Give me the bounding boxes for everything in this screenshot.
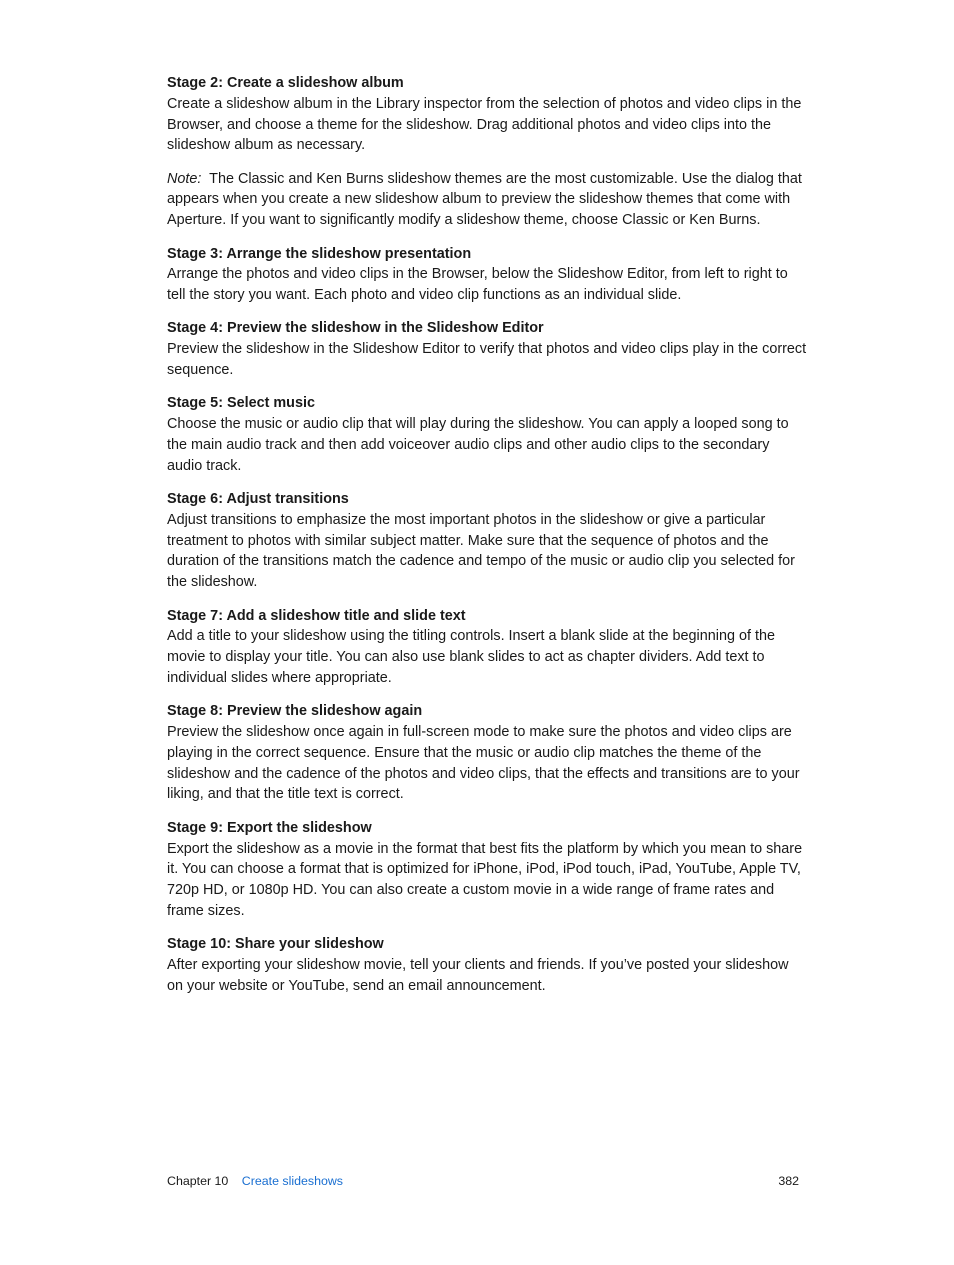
section-stage-8	[167, 701, 807, 805]
section-body: Arrange the photos and video clips in the Browser, below the Slideshow Editor, from left to right to tell the story you want. Each photo and video clip functions as an individual slide.	[167, 266, 788, 304]
chapter-title-link[interactable]: Create slideshows	[241, 1174, 344, 1188]
section-stage-2	[167, 73, 807, 156]
section-stage-9	[167, 818, 807, 922]
note-paragraph	[167, 169, 807, 231]
section-body: Create a slideshow album in the Library inspector from the selection of photos and video clips in the Browser, and choose a theme for the slideshow. Drag additional photos and video clips into the slideshow album as necessary.	[167, 95, 802, 154]
section-stage-6	[167, 489, 807, 593]
section-stage-3	[167, 244, 807, 306]
page-content	[167, 73, 807, 1009]
section-heading: Stage 10: Share your slideshow	[167, 936, 384, 953]
page-footer	[167, 1172, 799, 1190]
section-heading: Stage 2: Create a slideshow album	[167, 75, 404, 91]
section-heading: Stage 7: Add a slideshow title and slide text	[167, 607, 466, 624]
section-body: Export the slideshow as a movie in the format that best fits the platform by which you mean to share it. You can choose a format that is optimized for iPhone, iPod, iPod touch, iPad, YouTube, Apple TV, 720p HD, or 1080p HD. You can also create a custom movie in a wide range of frame rates and frame sizes.	[167, 840, 803, 919]
section-body: Preview the slideshow in the Slideshow Editor to verify that photos and video clips play in the correct sequence.	[167, 341, 807, 379]
section-heading: Stage 4: Preview the slideshow in the Slideshow Editor	[167, 320, 544, 337]
section-body: After exporting your slideshow movie, tell your clients and friends. If you’ve posted your slideshow on your website or YouTube, send an email announcement.	[167, 956, 789, 994]
section-heading: Stage 6: Adjust transitions	[167, 491, 349, 508]
section-body: Add a title to your slideshow using the titling controls. Insert a blank slide at the beginning of the movie to display your title. You can also use blank slides to act as chapter dividers. Add text to individual slides where appropriate.	[167, 628, 775, 686]
note	[167, 169, 807, 231]
section-stage-10	[167, 934, 807, 996]
section-heading: Stage 5: Select music	[167, 395, 315, 412]
page-number: 382	[778, 1174, 799, 1188]
section-heading: Stage 3: Arrange the slideshow presentation	[167, 245, 472, 262]
note-label: Note:	[167, 170, 202, 187]
section-heading: Stage 8: Preview the slideshow again	[167, 703, 423, 720]
section-body: Adjust transitions to emphasize the most important photos in the slideshow or give a particular treatment to photos with similar subject matter. Make sure that the sequence of photos and the duration of the transitions match the cadence and tempo of the music or audio clip you selected for the slideshow.	[167, 511, 795, 591]
section-body: Choose the music or audio clip that will play during the slideshow. You can apply a looped song to the main audio track and then add voiceover audio clips and other audio clips to the secondary audio track.	[167, 416, 789, 474]
chapter-number: Chapter 10	[167, 1174, 229, 1188]
section-heading: Stage 9: Export the slideshow	[167, 819, 372, 836]
section-body: Preview the slideshow once again in full-screen mode to make sure the photos and video clips are playing in the correct sequence. Ensure that the music or audio clip matches the theme of the slideshow and the cadence of the photos and video clips, that the effects and transitions are to your liking, and that the title text is correct.	[167, 724, 800, 803]
note-body: The Classic and Ken Burns slideshow themes are the most customizable. Use the dialog that appears when you create a new slideshow album to preview the slideshow themes that come with Aperture. If you want to significantly modify a slideshow theme, choose Classic or Ken Burns.	[167, 170, 802, 229]
section-stage-7	[167, 606, 807, 689]
section-stage-4	[167, 318, 807, 380]
section-stage-5	[167, 393, 807, 476]
